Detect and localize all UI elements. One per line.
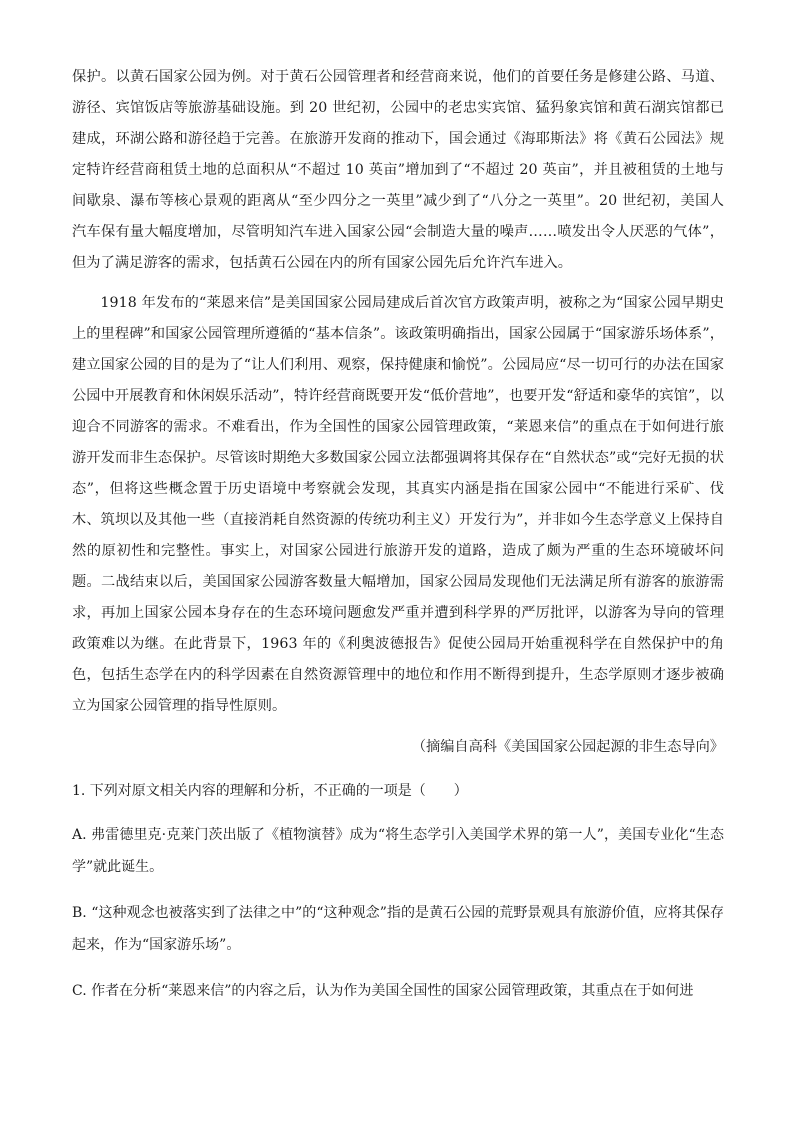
question-1-option-b: B. “这种观念也被落实到了法律之中”的“这种观念”指的是黄石公园的荒野景观具有旅游价值，应将其保存起来，作为“国家游乐场”。 (72, 905, 724, 953)
passage-paragraph-2: 1918 年发布的“莱恩来信”是美国国家公园局建成后首次官方政策声明，被称之为“国家公园早期史上的里程碑”和国家公园管理所遵循的“基本信条”。该政策明确指出，国家公园属于“国家游乐场体系”，建立国家公园的目的是为了“让人们利用、观察，保持健康和愉悦”。公园局应“尽一切可行的办法在国家公园中开展教育和休闲娱乐活动”，特许经营商既要开发“低价营地”，也要开发“舒适和豪华的宾馆”，以迎合不同游客的需求。不难看出，作为全国性的国家公园管理政策，“莱恩来信”的重点在于如何进行旅游开发而非生态保护。尽管该时期绝大多数国家公园立法都强调将其保存在“自然状态”或“完好无损的状态”，但将这些概念置于历史语境中考察就会发现，其真实内涵是指在国家公园中“不能进行采矿、伐木、筑坝以及其他一些（直接消耗自然资源的传统功利主义）开发行为”，并非如今生态学意义上保持自然的原初性和完整性。事实上，对国家公园进行旅游开发的道路，造成了颇为严重的生态环境破坏问题。二战结束以后，美国国家公园游客数量大幅增加，国家公园局发现他们无法满足所有游客的旅游需求，再加上国家公园本身存在的生态环境问题愈发严重并遭到科学界的严厉批评，以游客为导向的管理政策难以为继。在此背景下，1963 年的《利奥波德报告》促使公园局开始重视科学在自然保护中的角色，包括生态学在内的科学因素在自然资源管理中的地位和作用不断得到提升，生态学原则才逐步被确立为国家公园管理的指导性原则。 (72, 295, 724, 714)
question-1-option-c: C. 作者在分析“莱恩来信”的内容之后，认为作为美国全国性的国家公园管理政策，其重点在于如何进 (72, 983, 694, 999)
question-1-option-a: A. 弗雷德里克·克莱门茨出版了《植物演替》成为“将生态学引入美国学术界的第一人”，美国专业化“生态学”就此诞生。 (72, 827, 724, 875)
question-1-stem: 1. 下列对原文相关内容的理解和分析，不正确的一项是（ ） (72, 783, 468, 799)
passage-paragraph-1: 保护。以黄石国家公园为例。对于黄石公园管理者和经营商来说，他们的首要任务是修建公路、马道、游径、宾馆饭店等旅游基础设施。到 20 世纪初，公园中的老忠实宾馆、猛犸象宾馆和黄石湖宾馆都已建成，环湖公路和游径趋于完善。在旅游开发商的推动下，国会通过《海耶斯法》将《黄石公园法》规定特许经营商租赁土地的总面积从“不超过 10 英亩”增加到了“不超过 20 英亩”，并且被租赁的土地与间歇泉、瀑布等核心景观的距离从“至少四分之一英里”减少到了“八分之一英里”。20 世纪初，美国人汽车保有量大幅度增加，尽管明知汽车进入国家公园“会制造大量的噪声……喷发出令人厌恶的气体”，但为了满足游客的需求，包括黄石公园在内的所有国家公园先后允许汽车进入。 (72, 69, 724, 271)
passage-source: （摘编自高科《美国国家公园起源的非生态导向》 (411, 739, 724, 755)
document-page (72, 62, 724, 1007)
